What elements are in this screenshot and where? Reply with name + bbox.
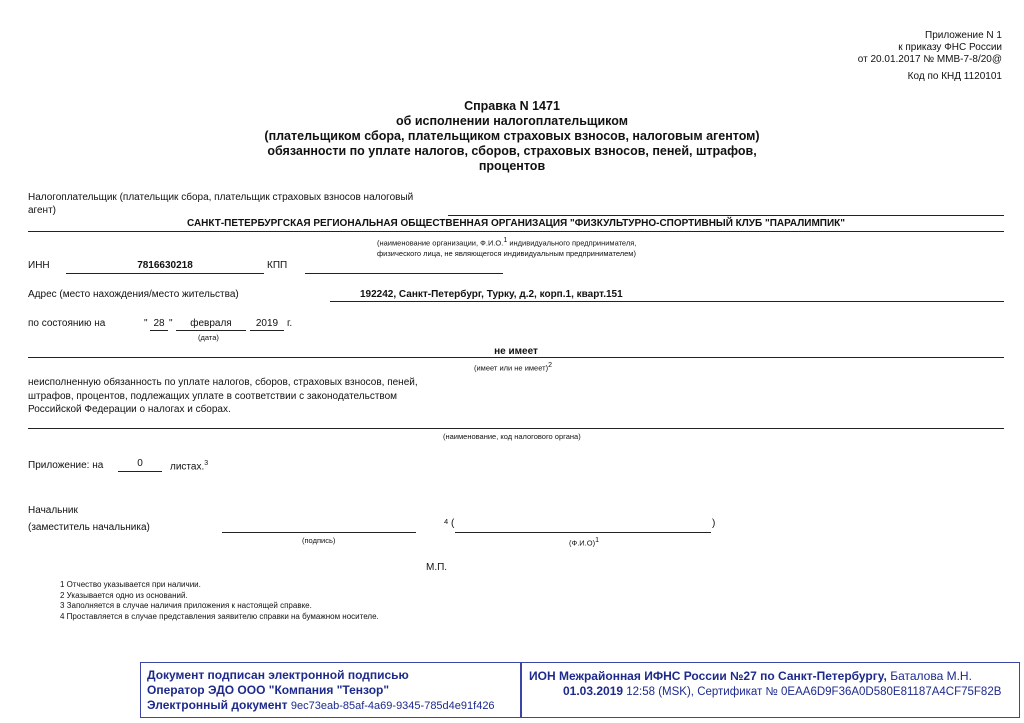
taxpayer-label-line2: агент)	[28, 205, 56, 216]
signature-line	[222, 532, 416, 533]
status-value: не имеет	[494, 346, 538, 357]
esign-doc-id: 9ec73eab-85af-4a69-9345-785d4e91f426	[290, 700, 495, 712]
authority-line	[28, 428, 1004, 429]
date-quote-close: "	[169, 318, 173, 329]
esign-left-line2: Оператор ЭДО ООО "Компания "Тензор"	[147, 683, 390, 697]
footnotes	[60, 580, 379, 622]
esign-left-box	[140, 662, 522, 718]
taxpayer-hint-part2: индивидуального предпринимателя,	[507, 238, 637, 248]
taxpayer-hint-part1: (наименование организации, Ф.И.О.	[377, 238, 504, 248]
esign-authority: ИОН Межрайонная ИФНС России №27 по Санкт-Петербургу,	[529, 669, 887, 683]
attachment-line	[118, 471, 162, 472]
taxpayer-hint-line2: физического лица, не являющегося индивидуальным предпринимателем)	[377, 248, 636, 258]
kpp-label: КПП	[267, 260, 288, 271]
date-day: 28	[153, 318, 165, 329]
fio-paren-open: (	[451, 518, 455, 529]
fio-paren-close: )	[712, 518, 716, 529]
footnote-4: 4 Проставляется в случае представления заявителю справки на бумажном носителе.	[60, 611, 379, 621]
date-year: 2019	[255, 318, 279, 329]
signer-line1: Начальник	[28, 505, 78, 516]
esign-doc-label: Электронный документ	[147, 698, 288, 712]
signer-title	[28, 502, 150, 536]
kpp-line	[305, 273, 503, 274]
title-line1: Справка N 1471	[464, 99, 560, 113]
title-line4: обязанности по уплате налогов, сборов, страховых взносов, пеней, штрафов,	[267, 144, 757, 158]
title-line3: (плательщиком сбора, плательщиком страховых взносов, налоговым агентом)	[264, 129, 760, 143]
attachment-value: 0	[137, 458, 143, 469]
taxpayer-hint	[377, 236, 636, 259]
esign-right-text	[529, 669, 1001, 700]
signature-hint: (подпись)	[302, 536, 336, 545]
taxpayer-top-line	[448, 215, 1004, 216]
fio-line	[455, 532, 711, 533]
date-month: февраля	[190, 318, 232, 329]
sig-footnote-sup: 4	[444, 517, 449, 526]
fio-hint-text: (Ф.И.О)	[569, 538, 596, 548]
status-hint-sup: 2	[548, 362, 552, 369]
taxpayer-hint-sup: 1	[503, 237, 508, 244]
esign-signer-name: Баталова М.Н.	[886, 669, 972, 683]
taxpayer-name: САНКТ-ПЕТЕРБУРГСКАЯ РЕГИОНАЛЬНАЯ ОБЩЕСТВЕННАЯ ОРГАНИЗАЦИЯ "ФИЗКУЛЬТУРНО-СПОРТИВНЫЙ КЛУБ "ПАРАЛИМПИК"	[186, 218, 846, 229]
obligation-text	[28, 376, 418, 417]
attachment-suffix	[170, 460, 208, 472]
footnote-3: 3 Заполняется в случае наличия приложения к настоящей справке.	[60, 601, 312, 610]
address-value: 192242, Санкт-Петербург, Турку, д.2, корп.1, кварт.151	[360, 289, 623, 300]
date-hint: (дата)	[198, 333, 219, 342]
inn-value: 7816630218	[137, 260, 193, 271]
inn-label: ИНН	[28, 260, 50, 271]
document-title	[200, 99, 824, 174]
date-quote-open: "	[144, 318, 148, 329]
address-line	[330, 301, 1004, 302]
obligation-line3: Российской Федерации о налогах и сборах.	[28, 404, 231, 415]
status-line	[28, 357, 1004, 358]
appendix-line3: от 20.01.2017 № ММВ-7-8/20@	[857, 54, 1002, 65]
taxpayer-name-line	[28, 231, 1004, 232]
fio-hint	[569, 537, 599, 548]
status-hint	[474, 362, 552, 373]
date-year-line	[250, 330, 284, 331]
footnote-2: 2 Указывается одно из оснований.	[60, 590, 188, 600]
footnote-1: 1 Отчество указывается при наличии.	[60, 580, 201, 589]
taxpayer-label-line1: Налогоплательщик (плательщик сбора, плательщик страховых взносов налоговый	[28, 192, 414, 203]
attachment-suffix-text: листах.	[170, 461, 205, 473]
esign-right-box	[520, 662, 1020, 718]
esign-left-line1: Документ подписан электронной подписью	[147, 668, 409, 682]
title-line5: процентов	[478, 159, 546, 173]
authority-hint: (наименование, код налогового органа)	[443, 432, 581, 441]
appendix-block	[858, 30, 1002, 83]
taxpayer-label	[28, 191, 413, 217]
inn-line	[66, 273, 264, 274]
date-label: по состоянию на	[28, 318, 106, 329]
status-hint-text: (имеет или не имеет)	[474, 363, 549, 373]
title-line2: об исполнении налогоплательщиком	[396, 114, 628, 128]
fio-hint-sup: 1	[595, 537, 599, 544]
appendix-line2: к приказу ФНС России	[898, 42, 1002, 53]
knd-code: Код по КНД 1120101	[907, 71, 1002, 82]
obligation-line1: неисполненную обязанность по уплате налогов, сборов, страховых взносов, пеней,	[28, 377, 418, 388]
attachment-label: Приложение: на	[28, 460, 104, 471]
obligation-line2: штрафов, процентов, подлежащих уплате в соответствии с законодательством	[28, 390, 398, 402]
date-year-suffix: г.	[287, 318, 293, 329]
esign-certificate: 12:58 (MSK), Сертификат № 0EAA6D9F36A0D580E81187A4CF75F82B	[623, 686, 1002, 698]
esign-left-text	[147, 668, 495, 714]
stamp-place: М.П.	[426, 562, 448, 573]
date-day-line	[150, 330, 168, 331]
esign-date: 01.03.2019	[563, 684, 624, 698]
attachment-sup: 3	[204, 460, 209, 467]
appendix-line1: Приложение N 1	[925, 30, 1002, 41]
date-month-line	[176, 330, 246, 331]
address-label: Адрес (место нахождения/место жительства)	[28, 289, 239, 300]
signer-line2: (заместитель начальника)	[28, 522, 150, 533]
